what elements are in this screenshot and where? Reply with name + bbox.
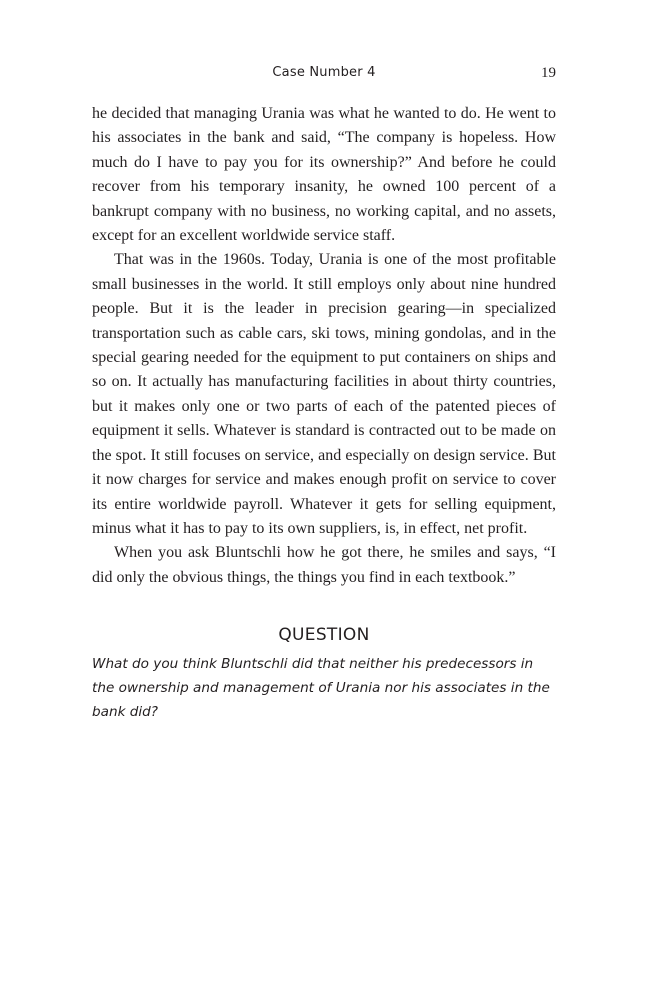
paragraph-1: he decided that managing Urania was what he wanted to do. He went to his associates in the bank and said, “The company is hopeless. How much do I have to pay you for its ownership?” And before he could recover from his temporary insanity, he owned 100 percent of a bankrupt company with no business, no working capital, and no assets, except for an excellent worldwide service staff. [92,105,556,245]
paragraph-2: That was in the 1960s. Today, Urania is one of the most profitable small businesses in the world. It still employs only about nine hundred people. But it is the leader in precision gearing—in specialized transportation such as cable cars, ski tows, mining gondolas, and in the special gearing needed for the equipment to put containers on ships and so on. It actually has manufacturing facilities in about thirty countries, but it makes only one or two parts of each of the patented pieces of equipment it sells. Whatever is standard is contracted out to be made on the spot. It still focuses on service, and especially on design service. But it now charges for service and makes enough profit on service to cover its entire worldwide payroll. Whatever it gets for selling equipment, minus what it has to pay to its own suppliers, is, in effect, net profit. [92,251,556,537]
running-head [92,62,556,84]
body-text [92,102,556,590]
question-text: What do you think Bluntschli did that neither his predecessors in the ownership and management of Urania nor his associates in the bank did? [92,656,550,720]
paragraph-3: When you ask Bluntschli how he got there, he smiles and says, “I did only the obvious things, the things you find in each textbook.” [92,544,556,586]
chapter-title: Case Number 4 [272,65,376,80]
question-heading: QUESTION [278,625,370,645]
page-number: 19 [541,65,556,81]
